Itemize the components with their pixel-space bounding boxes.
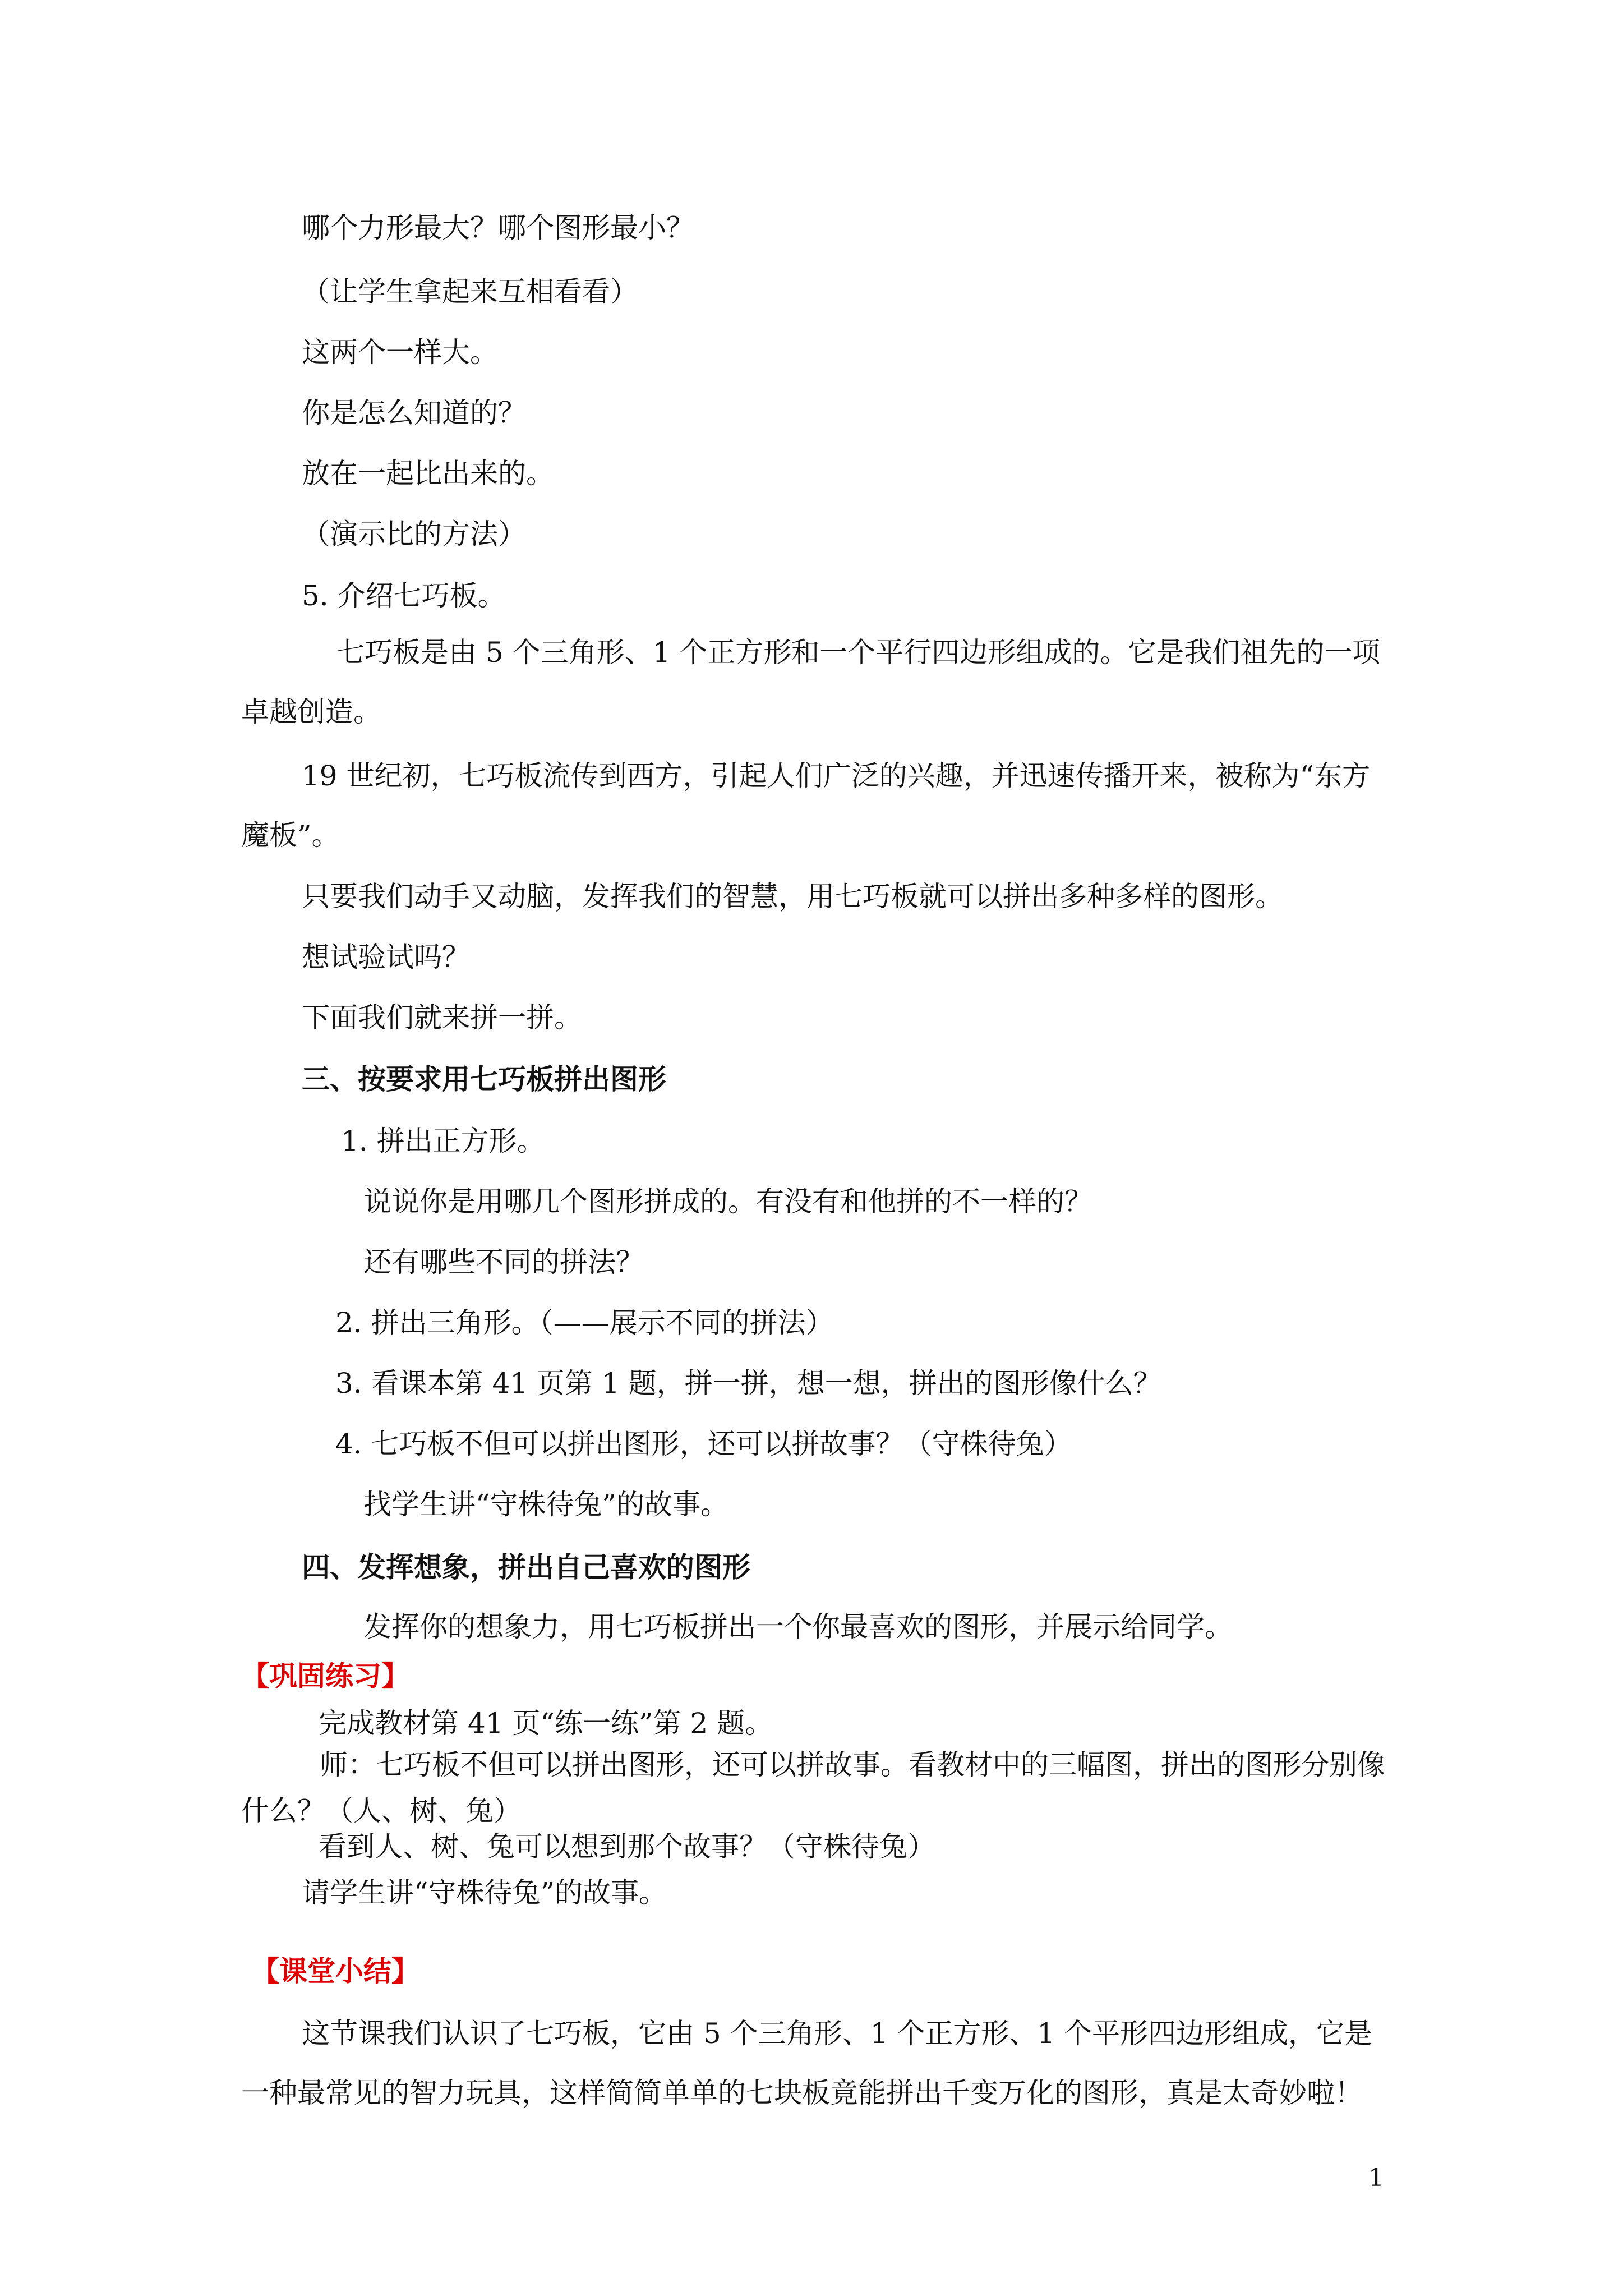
paragraph-use-hands: 只要我们动手又动脑，发挥我们的智慧，用七巧板就可以拼出多种多样的图形。 <box>302 880 1283 913</box>
section-3-item-4-sub: 找学生讲“守株待兔”的故事。 <box>363 1488 729 1521</box>
practice-line-1: 完成教材第 41 页“练一练”第 2 题。 <box>319 1707 773 1740</box>
section-3-heading: 三、按要求用七巧板拼出图形 <box>302 1062 666 1096</box>
note-demo-method: （演示比的方法） <box>302 518 526 550</box>
section-3-item-1-question-2: 还有哪些不同的拼法？ <box>363 1246 644 1278</box>
note-let-students-look: （让学生拿起来互相看看） <box>302 275 638 308</box>
section-4-heading: 四、发挥想象，拼出自己喜欢的图形 <box>302 1550 750 1584</box>
section-3-item-2: 2. 拼出三角形。（——展示不同的拼法） <box>335 1306 834 1339</box>
summary-body: 这节课我们认识了七巧板，它由 5 个三角形、1 个正方形、1 个平形四边形组成，它是一种最常见的智力玩具，这样简简单单的七块板竟能拼出千变万化的图形，真是太奇妙啦！ <box>241 2017 1373 2109</box>
step-intro-tangram: 5. 介绍七巧板。 <box>302 579 506 612</box>
answer-same-size: 这两个一样大。 <box>302 336 498 369</box>
line-lets-assemble: 下面我们就来拼一拼。 <box>302 1001 582 1034</box>
summary-heading: 【课堂小结】 <box>251 1954 419 1987</box>
practice-line-3: 看到人、树、兔可以想到那个故事？（守株待兔） <box>319 1830 935 1863</box>
question-how-know: 你是怎么知道的？ <box>302 397 526 429</box>
section-3-item-1: 1. 拼出正方形。 <box>341 1125 545 1157</box>
question-largest-shape: 哪个力形最大？哪个图形最小？ <box>302 211 694 244</box>
answer-compare-together: 放在一起比出来的。 <box>302 457 554 490</box>
practice-line-4: 请学生讲“守株待兔”的故事。 <box>302 1876 667 1909</box>
practice-heading: 【巩固练习】 <box>241 1659 409 1692</box>
section-3-item-3: 3. 看课本第 41 页第 1 题，拼一拼，想一想，拼出的图形像什么？ <box>335 1367 1161 1400</box>
section-4-body: 发挥你的想象力，用七巧板拼出一个你最喜欢的图形，并展示给同学。 <box>363 1611 1233 1643</box>
question-want-try: 想试验试吗？ <box>302 941 470 973</box>
paragraph-spread-west: 19 世纪初，七巧板流传到西方，引起人们广泛的兴趣，并迅速传播开来，被称为“东方魔板”。 <box>241 760 1371 852</box>
paragraph-tangram-description: 七巧板是由 5 个三角形、1 个正方形和一个平行四边形组成的。它是我们祖先的一项卓越创造。 <box>241 636 1381 728</box>
section-3-item-1-question-1: 说说你是用哪几个图形拼成的。有没有和他拼的不一样的？ <box>363 1185 1092 1218</box>
practice-line-2: 师：七巧板不但可以拼出图形，还可以拼故事。看教材中的三幅图，拼出的图形分别像什么？（人、树、兔） <box>241 1749 1385 1827</box>
page-number: 1 <box>1368 2164 1384 2192</box>
section-3-item-4: 4. 七巧板不但可以拼出图形，还可以拼故事？（守株待兔） <box>335 1428 1072 1460</box>
